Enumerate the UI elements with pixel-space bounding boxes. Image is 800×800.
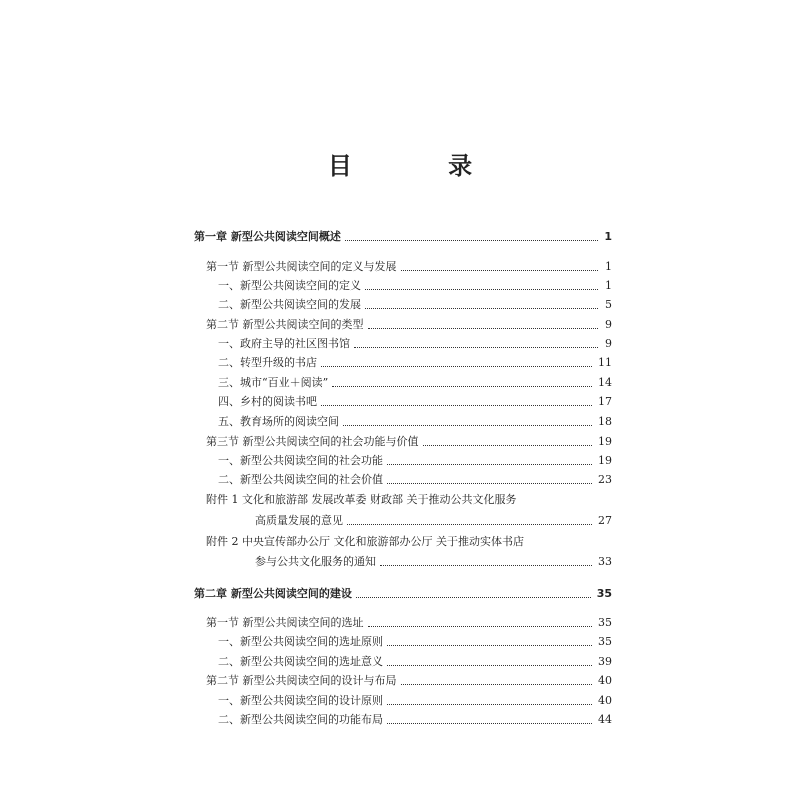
toc-entry — [218, 277, 612, 295]
toc-entry-label: 第一节 新型公共阅读空间的定义与发展 — [206, 260, 397, 273]
toc-entry — [206, 533, 612, 551]
toc-entry-page: 19 — [598, 454, 612, 467]
toc-entry — [206, 433, 612, 451]
toc-entry — [218, 653, 612, 671]
toc-entry — [206, 316, 612, 334]
dot-leader — [387, 664, 592, 666]
dot-leader — [345, 239, 598, 241]
toc-entry-page: 11 — [598, 356, 612, 369]
toc-entry-label: 一、新型公共阅读空间的设计原则 — [218, 694, 383, 707]
toc-entry — [218, 296, 612, 314]
toc-entry-label: 第一章 新型公共阅读空间概述 — [194, 230, 341, 243]
toc-entry — [255, 512, 612, 530]
toc-entry-label: 附件 2 中央宣传部办公厅 文化和旅游部办公厅 关于推动实体书店 — [206, 535, 524, 548]
toc-entry — [218, 711, 612, 729]
toc-entry-label: 三、城市“百业＋阅读” — [218, 376, 329, 389]
dot-leader — [520, 503, 598, 504]
toc-entry-page: 5 — [605, 298, 612, 311]
dot-leader — [347, 523, 592, 525]
toc-entry-label: 一、新型公共阅读空间的社会功能 — [218, 454, 383, 467]
toc-entry-page: 40 — [598, 694, 612, 707]
dot-leader — [387, 703, 592, 705]
toc-entry — [218, 413, 612, 431]
toc-entry-page: 1 — [605, 260, 612, 273]
dot-leader — [387, 644, 592, 646]
dot-leader — [401, 269, 599, 271]
toc-entry-label: 一、政府主导的社区图书馆 — [218, 337, 350, 350]
toc-entry — [218, 374, 612, 392]
toc-entry — [218, 633, 612, 651]
toc-entry-page: 19 — [598, 435, 612, 448]
dot-leader — [368, 327, 599, 329]
toc-entry-label: 二、新型公共阅读空间的社会价值 — [218, 473, 383, 486]
toc-entry — [255, 553, 612, 571]
toc-entry-page: 17 — [598, 395, 612, 408]
toc-entry-label: 第三节 新型公共阅读空间的社会功能与价值 — [206, 435, 419, 448]
toc-entry-label: 二、新型公共阅读空间的功能布局 — [218, 713, 383, 726]
dot-leader — [343, 424, 592, 426]
toc-entry-page: 1 — [604, 230, 612, 243]
toc-entry-page: 9 — [605, 318, 612, 331]
toc-entry-label: 第二章 新型公共阅读空间的建设 — [194, 587, 352, 600]
toc-entry — [218, 471, 612, 489]
toc-entry-label: 四、乡村的阅读书吧 — [218, 395, 317, 408]
dot-leader — [321, 404, 592, 406]
toc-entry-page: 39 — [598, 655, 612, 668]
toc-entry-page: 40 — [598, 674, 612, 687]
toc-entry-label: 二、新型公共阅读空间的发展 — [218, 298, 361, 311]
dot-leader — [321, 365, 592, 367]
dot-leader — [387, 482, 592, 484]
toc-entry-page: 1 — [605, 279, 612, 292]
toc-entry-label: 五、教育场所的阅读空间 — [218, 415, 339, 428]
toc-entry-label: 二、转型升级的书店 — [218, 356, 317, 369]
toc-entry-page: 35 — [598, 616, 612, 629]
toc-entry-label: 第一节 新型公共阅读空间的选址 — [206, 616, 364, 629]
dot-leader — [365, 307, 598, 309]
toc-entry-label: 附件 1 文化和旅游部 发展改革委 财政部 关于推动公共文化服务 — [206, 493, 517, 506]
toc-entry-page: 35 — [598, 635, 612, 648]
toc-entry — [194, 585, 612, 603]
dot-leader — [365, 288, 598, 290]
toc-entry-label: 二、新型公共阅读空间的选址意义 — [218, 655, 383, 668]
toc-entry — [206, 614, 612, 632]
toc-entry-page: 9 — [605, 337, 612, 350]
toc-entry-label: 第二节 新型公共阅读空间的类型 — [206, 318, 364, 331]
dot-leader — [380, 564, 592, 566]
dot-leader — [387, 722, 592, 724]
toc-entry-page: 33 — [598, 555, 612, 568]
toc-entry-label: 第二节 新型公共阅读空间的设计与布局 — [206, 674, 397, 687]
dot-leader — [332, 385, 592, 387]
toc-entry-label: 一、新型公共阅读空间的定义 — [218, 279, 361, 292]
toc-entry-page: 14 — [598, 376, 612, 389]
toc-entry — [206, 672, 612, 690]
dot-leader — [368, 625, 593, 627]
toc-entry — [218, 452, 612, 470]
dot-leader — [401, 683, 593, 685]
toc-entry — [218, 335, 612, 353]
dot-leader — [387, 463, 592, 465]
toc-entry — [218, 354, 612, 372]
toc-entry — [206, 258, 612, 276]
toc-entry-page: 44 — [598, 713, 612, 726]
toc-entry-page: 18 — [598, 415, 612, 428]
toc-entry-label: 高质量发展的意见 — [255, 514, 343, 527]
toc-entry-label: 参与公共文化服务的通知 — [255, 555, 376, 568]
toc-entry — [194, 228, 612, 246]
dot-leader — [356, 596, 591, 598]
toc-entry — [218, 393, 612, 411]
dot-leader — [354, 346, 598, 348]
toc-entry-page: 23 — [598, 473, 612, 486]
toc-entry-page: 35 — [596, 587, 612, 600]
toc-entry-label: 一、新型公共阅读空间的选址原则 — [218, 635, 383, 648]
toc-entry — [206, 491, 612, 509]
dot-leader — [423, 444, 593, 446]
toc-title: 目 录 — [327, 151, 517, 180]
toc-entry-page: 27 — [598, 514, 612, 527]
dot-leader — [528, 545, 598, 546]
toc-entry — [218, 692, 612, 710]
